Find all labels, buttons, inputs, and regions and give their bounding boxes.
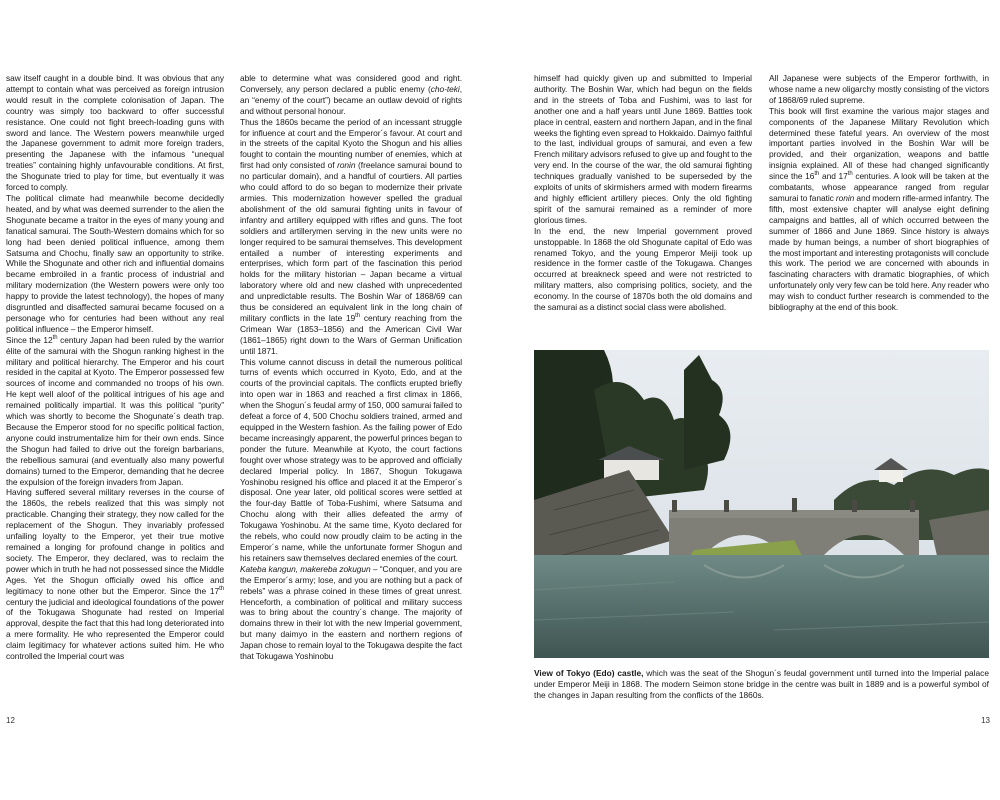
page-number-left: 12 bbox=[6, 716, 15, 725]
text-run: Having suffered several military reverses in the course of the 1860s, the rebels realized that this was simply not practicable. Changing their strategy, they now called for the replacement of the Shogun. They invariably professed unfailing loyalty to the Emperor, yet their true motive remained a longing for profound change in politics and society. The Emperor, they declared, was to reclaim the power which in truth he had not possessed since the Middle Ages. Yet the Shogun officially owed his office and legitimacy to none other but the Emperor. Since the bbox=[6, 487, 224, 596]
paragraph bbox=[240, 564, 462, 662]
photo-caption bbox=[534, 668, 989, 701]
paragraph bbox=[6, 487, 224, 662]
superscript: th bbox=[814, 171, 820, 178]
right-page bbox=[500, 0, 1000, 800]
paragraph: This volume cannot discuss in detail the numerous political turns of events which occurred in Kyoto, Edo, and at the courts of the provincial capitals. The conflicts erupted briefly into open war in 1863 and reached a first climax in 1866, when the Shogun´s feudal army of 150, 000 samurai failed to defeat a force of 4, 500 Chochu soldiers trained, armed and equipped in the Western fashion. As the failing power of Edo became increasingly apparent, the powerful princes began to ponder the future. Meanwhile at Kyoto, the court factions fought over whose strategy was to be approved and officially declared Imperial policy. In 1867, Shogun Tokugawa Yoshinobu resigned his office and placed it at the Emperor´s disposal. One year later, old political scores were settled at the four-day Battle of Toba-Fushimi, where Satsuma and Chochu along with their allies defeated the army of Tokugawa Yoshinobu. At the same time, Kyoto declared for the rebels, who could now proudly claim to be acting in the Emperor´s name, while the unfortunate former Shogun and his retainers saw themselves declared enemies of the court. bbox=[240, 356, 462, 563]
castle-bridge-illustration bbox=[534, 350, 989, 658]
text-run: 17 bbox=[838, 171, 848, 182]
text-run: and modern rifle-armed infantry. The fifth, most extensive chapter will analyse eight defining campaigns and battles, all of which occurred between the summer of 1866 and June 1869. Since history is always made by human beings, a number of short biographies of the most important and interesting protagonists will conclude this work. The period we are concerned with abounds in fascinating characters with dramatic biographies, of which unfortunately only very few can be told here. Any reader who may wish to conduct further research is commended to the bibliography at the end of this book. bbox=[769, 192, 989, 313]
paragraph: saw itself caught in a double bind. It was obvious that any attempt to contain what was perceived as foreign intrusion would result in the complete colonisation of Japan. The country was simply too backward to offer successful resistance. One could not fight breech-loading guns with sword and lance. The Western powers meanwhile urged the Japanese government to admit more foreign traders, presenting the Japanese with the infamous “unequal treaties” containing highly unfavourable conditions. At first, the Shogunate tried to play for time, but eventually it was forced to comply. bbox=[6, 73, 224, 193]
paragraph: All Japanese were subjects of the Emperor forthwith, in whose name a new oligarchy mostly consisting of the victors of 1868/69 ruled supreme. bbox=[769, 73, 989, 105]
text-run: , an “enemy of the court”) became an outlaw devoid of rights and without personal honour. bbox=[240, 83, 462, 116]
paragraph bbox=[6, 335, 224, 488]
caption-text: which was the seat of the Shogun´s feudal government until turned into the Imperial palace under Emperor Meiji in 1868. The modern Seimon stone bridge in the centre was built in 1889 and is a powerful symbol of the changes in Japan resulting from the conflicts of the 1860s. bbox=[534, 668, 989, 700]
italic-term: cho-teki bbox=[430, 83, 460, 94]
watchtower bbox=[879, 468, 903, 482]
left-column-2 bbox=[240, 73, 462, 662]
text-run: and bbox=[819, 171, 839, 182]
caption-title: View of Tokyo (Edo) castle, bbox=[534, 668, 644, 678]
paragraph bbox=[769, 106, 989, 313]
superscript: th bbox=[355, 313, 361, 320]
text-run: able to determine what was considered good and right. Conversely, any person declared a public enemy ( bbox=[240, 73, 462, 94]
page-number-right: 13 bbox=[981, 716, 990, 725]
text-run: 12 bbox=[43, 334, 53, 345]
right-column-1 bbox=[534, 73, 752, 313]
text-run: century reaching from the Crimean War (1853–1856) and the American Civil War (1861–1865) right down to the Wars of German Unification until 1871. bbox=[240, 312, 462, 356]
castle-photo bbox=[534, 350, 989, 658]
text-run: Thus the 1860s became the period of an incessant struggle for influence at court and the Emperor´s favour. At court and in the streets of the capital Kyoto the Shogun and his allies fought to contain the mounting number of enemies, which at first had only consisted of bbox=[240, 116, 462, 171]
moat-water bbox=[534, 555, 989, 658]
paragraph bbox=[240, 73, 462, 117]
paragraph: In the end, the new Imperial government proved unstoppable. In 1868 the old Shogunate capital of Edo was renamed Tokyo, and the young Emperor Meiji took up residence in the former castle of the Tokugawa. Changes occurred at breakneck speed and were not restricted to military matters, also comprising politics, society, and the economy. In the course of 1870s both the old domains and the samurai as a distinct social class were abolished. bbox=[534, 225, 752, 313]
text-run: Since the bbox=[6, 334, 44, 345]
text-run: 16 bbox=[805, 171, 815, 182]
superscript: th bbox=[52, 334, 58, 341]
superscript: th bbox=[847, 171, 853, 178]
text-run: This book will first examine the various major stages and components of the Japanese Military Revolution which determined these fateful years. An overview of the most important parties involved in the Boshin War will be provided, and their organization, weapons and battle insignia explained. All of these had changed significantly since the bbox=[769, 105, 989, 182]
paragraph: himself had quickly given up and submitted to Imperial authority. The Boshin War, which had begun on the fields and in the streets of Toba and Fushimi, was to last for another one and a half years until June 1869. Battles took place in central, eastern and northern Japan, and in the final weeks the fighting even spread to Hokkaido. Daimyo faithful to the last, individual groups of samurai, and even a few French military advisors refused to give up and fought to the very end. In the course of the war, the old samurai fighting techniques gradually vanished to be superseded by the exploits of units of skirmishers armed with modern firearms and highly efficient artillery pieces. Only the old fighting spirit of the samurai remained as a reminder of more glorious times. bbox=[534, 73, 752, 225]
text-run: 19 bbox=[345, 312, 356, 323]
paragraph: The political climate had meanwhile become decidedly heated, and by what was deemed surrender to the alien the Shogunate became a traitor in the eyes of many young and fanatical samurai. The South-Western domains which for so long had been denied political influence, among them Satsuma and Chochu, finally saw an opportunity to strike. While the Shogunate and other rich and influential domains became embroiled in a frantic process of industrial and military modernization (the Western powers were only too happy to provide the latest technology), the hopes of many disgruntled and disaffected samurai became focused on a personage who for centuries had been without any real political influence – the Emperor himself. bbox=[6, 192, 224, 334]
italic-term: ronin bbox=[337, 160, 356, 171]
right-column-2 bbox=[769, 73, 989, 313]
text-run: (freelance samurai bound to no particular domain), and a handful of courtiers. All parties who could afford to do so began to modernize their private armies. This modernization however spelled the gradual abolishment of the old samurai fighting units in favour of infantry and artillery equipped with rifles and guns. The foot soldiers and artillerymen serving in the new units were no longer required to be samurai themselves. This development entailed a number of interesting experiments and enterprises, which form part of the fascination this period holds for the military historian – Japan became a virtual laboratory where old and new clashed with unprecedented and unpredictable results. The Boshin War of 1868/69 can thus be considered an equivalent link in the long chain of military conflicts in the late bbox=[240, 160, 462, 323]
text-run: – “Conquer, and you are the Emperor´s army; lose, and you are nothing but a pack of rebels” was a phrase coined in these times of great unrest. Henceforth, a combination of political and military success was to bring about the country´s change. The majority of domains threw in their lot with the new Imperial government, but many daimyo in the eastern and northern regions of Japan chose to remain loyal to the Tokugawa despite the fact that Tokugawa Yoshinobu bbox=[240, 563, 463, 662]
text-run: century Japan had been ruled by the warrior élite of the samurai with the Shogun ranking highest in the military and political hierarchy. The Emperor and his court resided in the capital at Kyoto. The Emperor possessed few sources of income and commanded no troops of his own. He kept well aloof of the political intrigues of his age and remained politically impartial. It was this political “purity” which was shortly to become the Shogunate´s death trap. Because the Emperor stood for no specific political faction, anyone could instrumentalize him for their own ends. Since the Shogun had failed to drive out the foreign barbarians, the rebellious samurai (and eventually also many powerful domains) turned to the Emperor, demanding that he decree the expulsion of the foreign invaders from Japan. bbox=[6, 334, 224, 487]
italic-term: Kateba kangun, makereba zokugun bbox=[240, 563, 371, 574]
superscript: th bbox=[219, 585, 224, 592]
left-column-1 bbox=[6, 73, 224, 662]
text-run: centuries. A look will be taken at the combatants, whose appearance ranged from regular samurai to fanatic bbox=[769, 171, 989, 203]
text-run: 17 bbox=[209, 585, 220, 596]
paragraph bbox=[240, 117, 462, 357]
text-run: century the judicial and ideological foundations of the power of the Tokugawa Shogunate had rested on Imperial approval, despite the fact that this had long deteriorated into a mere formality. He who represented the Emperor could claim legitimacy for whatever actions suited him. He who controlled the Imperial court was bbox=[6, 596, 224, 662]
italic-term: ronin bbox=[835, 192, 855, 203]
